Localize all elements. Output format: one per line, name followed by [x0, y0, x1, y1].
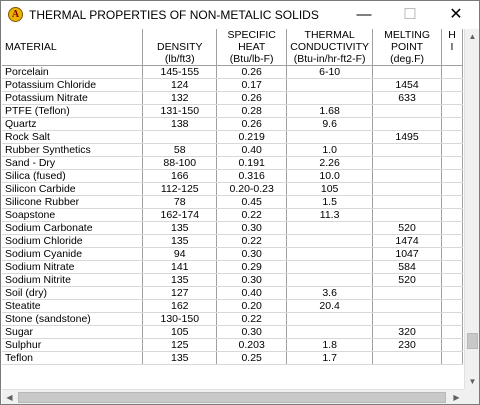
value-cell[interactable] [442, 105, 463, 118]
column-header[interactable]: POINT [373, 41, 442, 53]
value-cell[interactable]: 520 [373, 274, 442, 287]
value-cell[interactable]: 0.40 [217, 144, 287, 157]
table-row[interactable] [2, 313, 463, 326]
column-header[interactable]: SPECIFIC [217, 29, 287, 41]
material-cell[interactable]: Potassium Nitrate [2, 92, 143, 105]
value-cell[interactable] [442, 248, 463, 261]
value-cell[interactable]: 3.6 [287, 287, 373, 300]
minimize-button[interactable]: — [356, 6, 372, 23]
column-header[interactable]: HEAT [217, 41, 287, 53]
value-cell[interactable]: 112-125 [143, 183, 217, 196]
value-cell[interactable] [442, 352, 463, 365]
material-cell[interactable]: Sulphur [2, 339, 143, 352]
value-cell[interactable]: 0.20 [217, 300, 287, 313]
table-row[interactable] [2, 92, 463, 105]
table-row[interactable] [2, 339, 463, 352]
value-cell[interactable]: 138 [143, 118, 217, 131]
data-grid[interactable] [2, 29, 463, 389]
value-cell[interactable]: 0.203 [217, 339, 287, 352]
value-cell[interactable] [442, 209, 463, 222]
scrollbar-corner [464, 389, 479, 404]
value-cell[interactable]: 6-10 [287, 66, 373, 79]
table-row[interactable] [2, 170, 463, 183]
value-cell[interactable]: 1.8 [287, 339, 373, 352]
column-header[interactable]: THERMAL [287, 29, 373, 41]
value-cell[interactable] [442, 170, 463, 183]
value-cell[interactable]: 0.30 [217, 222, 287, 235]
value-cell[interactable] [373, 209, 442, 222]
column-header[interactable]: (Btu-in/hr-ft2-F) [287, 53, 373, 66]
value-cell[interactable]: 0.22 [217, 209, 287, 222]
material-cell[interactable]: Rock Salt [2, 131, 143, 144]
value-cell[interactable] [287, 261, 373, 274]
material-cell[interactable]: Sodium Nitrate [2, 261, 143, 274]
column-header[interactable]: (lb/ft3) [143, 53, 217, 66]
scroll-up-arrow-icon[interactable]: ▲ [468, 32, 477, 41]
value-cell[interactable]: 1.7 [287, 352, 373, 365]
value-cell[interactable] [442, 144, 463, 157]
value-cell[interactable] [287, 248, 373, 261]
app-logo-letter: A [11, 9, 20, 20]
table-row[interactable] [2, 352, 463, 365]
value-cell[interactable]: 94 [143, 248, 217, 261]
table-row[interactable] [2, 131, 463, 144]
app-logo-icon[interactable] [8, 7, 23, 22]
value-cell[interactable] [442, 339, 463, 352]
value-cell[interactable] [442, 222, 463, 235]
value-cell[interactable] [442, 92, 463, 105]
value-cell[interactable] [442, 326, 463, 339]
material-cell[interactable]: Sugar [2, 326, 143, 339]
column-header[interactable]: (deg.F) [373, 53, 442, 66]
material-cell[interactable]: Silicon Carbide [2, 183, 143, 196]
value-cell[interactable]: 0.29 [217, 261, 287, 274]
material-cell[interactable]: Sodium Chloride [2, 235, 143, 248]
value-cell[interactable] [442, 313, 463, 326]
value-cell[interactable]: 584 [373, 261, 442, 274]
value-cell[interactable]: 130-150 [143, 313, 217, 326]
value-cell[interactable]: 78 [143, 196, 217, 209]
value-cell[interactable] [442, 79, 463, 92]
value-cell[interactable]: 1.68 [287, 105, 373, 118]
value-cell[interactable]: 1.5 [287, 196, 373, 209]
value-cell[interactable]: 10.0 [287, 170, 373, 183]
table-row[interactable] [2, 66, 463, 79]
material-cell[interactable]: Rubber Synthetics [2, 144, 143, 157]
table-row[interactable] [2, 196, 463, 209]
value-cell[interactable]: 162 [143, 300, 217, 313]
value-cell[interactable] [373, 105, 442, 118]
column-header[interactable]: MELTING [373, 29, 442, 41]
horizontal-scrollbar[interactable] [2, 389, 464, 405]
scroll-left-arrow-icon[interactable]: ◀ [6, 393, 13, 402]
table-row[interactable] [2, 118, 463, 131]
value-cell[interactable] [442, 274, 463, 287]
table-row[interactable] [2, 274, 463, 287]
value-cell[interactable] [373, 118, 442, 131]
value-cell[interactable]: 1.0 [287, 144, 373, 157]
value-cell[interactable]: 135 [143, 352, 217, 365]
value-cell[interactable] [143, 131, 217, 144]
value-cell[interactable]: 0.30 [217, 326, 287, 339]
value-cell[interactable]: 132 [143, 92, 217, 105]
close-button[interactable]: ✕ [449, 6, 463, 23]
value-cell[interactable] [442, 183, 463, 196]
value-cell[interactable] [287, 131, 373, 144]
value-cell[interactable]: 1454 [373, 79, 442, 92]
value-cell[interactable] [442, 261, 463, 274]
material-cell[interactable]: Soapstone [2, 209, 143, 222]
value-cell[interactable]: 125 [143, 339, 217, 352]
material-cell[interactable]: Quartz [2, 118, 143, 131]
column-header[interactable]: DENSITY [143, 41, 217, 53]
value-cell[interactable] [373, 300, 442, 313]
header-row [2, 53, 463, 66]
table-row[interactable] [2, 300, 463, 313]
value-cell[interactable] [287, 79, 373, 92]
material-cell[interactable]: Silicone Rubber [2, 196, 143, 209]
column-header[interactable]: I [442, 41, 463, 53]
material-cell[interactable]: Porcelain [2, 66, 143, 79]
value-cell[interactable] [442, 196, 463, 209]
material-cell[interactable]: Sodium Cyanide [2, 248, 143, 261]
value-cell[interactable] [442, 287, 463, 300]
value-cell[interactable]: 124 [143, 79, 217, 92]
header-row [2, 29, 463, 41]
value-cell[interactable]: 230 [373, 339, 442, 352]
value-cell[interactable] [442, 157, 463, 170]
value-cell[interactable] [373, 66, 442, 79]
table-row[interactable] [2, 183, 463, 196]
material-cell[interactable]: Potassium Chloride [2, 79, 143, 92]
table-row[interactable] [2, 326, 463, 339]
value-cell[interactable]: 0.22 [217, 235, 287, 248]
material-cell[interactable]: Soil (dry) [2, 287, 143, 300]
value-cell[interactable]: 0.219 [217, 131, 287, 144]
value-cell[interactable] [373, 144, 442, 157]
column-header[interactable] [143, 29, 217, 41]
vertical-scrollbar[interactable] [464, 29, 480, 389]
value-cell[interactable]: 88-100 [143, 157, 217, 170]
value-cell[interactable]: 0.22 [217, 313, 287, 326]
value-cell[interactable]: 0.30 [217, 274, 287, 287]
value-cell[interactable]: 162-174 [143, 209, 217, 222]
value-cell[interactable]: 0.26 [217, 118, 287, 131]
value-cell[interactable] [373, 183, 442, 196]
value-cell[interactable]: 105 [287, 183, 373, 196]
table-row[interactable] [2, 105, 463, 118]
column-header[interactable] [442, 53, 463, 66]
value-cell[interactable]: 9.6 [287, 118, 373, 131]
table-row[interactable] [2, 79, 463, 92]
value-cell[interactable]: 320 [373, 326, 442, 339]
vertical-scroll-thumb[interactable] [467, 333, 478, 349]
value-cell[interactable]: 0.17 [217, 79, 287, 92]
table-row[interactable] [2, 248, 463, 261]
scroll-right-arrow-icon[interactable]: ▶ [453, 393, 460, 402]
value-cell[interactable]: 127 [143, 287, 217, 300]
column-header[interactable] [2, 53, 143, 66]
material-cell[interactable]: Sodium Nitrite [2, 274, 143, 287]
value-cell[interactable]: 141 [143, 261, 217, 274]
value-cell[interactable] [442, 131, 463, 144]
value-cell[interactable]: 0.25 [217, 352, 287, 365]
value-cell[interactable]: 20.4 [287, 300, 373, 313]
value-cell[interactable]: 0.191 [217, 157, 287, 170]
column-header[interactable]: H [442, 29, 463, 41]
value-cell[interactable]: 1474 [373, 235, 442, 248]
material-cell[interactable]: PTFE (Teflon) [2, 105, 143, 118]
properties-table [2, 29, 463, 365]
material-cell[interactable]: Sodium Carbonate [2, 222, 143, 235]
value-cell[interactable] [373, 157, 442, 170]
value-cell[interactable]: 520 [373, 222, 442, 235]
material-cell[interactable]: Silica (fused) [2, 170, 143, 183]
value-cell[interactable]: 0.316 [217, 170, 287, 183]
value-cell[interactable]: 166 [143, 170, 217, 183]
table-row[interactable] [2, 209, 463, 222]
horizontal-scroll-thumb[interactable] [18, 392, 446, 403]
material-cell[interactable]: Stone (sandstone) [2, 313, 143, 326]
value-cell[interactable]: 0.26 [217, 92, 287, 105]
value-cell[interactable] [373, 352, 442, 365]
column-header[interactable]: CONDUCTIVITY [287, 41, 373, 53]
column-header[interactable]: MATERIAL [2, 41, 143, 53]
table-row[interactable] [2, 235, 463, 248]
value-cell[interactable]: 58 [143, 144, 217, 157]
value-cell[interactable]: 135 [143, 222, 217, 235]
value-cell[interactable] [373, 196, 442, 209]
window-title: THERMAL PROPERTIES OF NON-METALIC SOLIDS [29, 8, 319, 22]
title-bar[interactable] [1, 1, 479, 29]
value-cell[interactable]: 131-150 [143, 105, 217, 118]
value-cell[interactable] [373, 170, 442, 183]
value-cell[interactable] [287, 313, 373, 326]
value-cell[interactable]: 11.3 [287, 209, 373, 222]
value-cell[interactable]: 135 [143, 274, 217, 287]
value-cell[interactable]: 0.40 [217, 287, 287, 300]
table-row[interactable] [2, 144, 463, 157]
value-cell[interactable]: 0.45 [217, 196, 287, 209]
value-cell[interactable]: 0.20-0.23 [217, 183, 287, 196]
value-cell[interactable]: 2.26 [287, 157, 373, 170]
value-cell[interactable] [287, 222, 373, 235]
value-cell[interactable]: 105 [143, 326, 217, 339]
material-cell[interactable]: Sand - Dry [2, 157, 143, 170]
material-cell[interactable]: Steatite [2, 300, 143, 313]
maximize-button[interactable]: ☐ [403, 6, 417, 23]
value-cell[interactable] [442, 235, 463, 248]
value-cell[interactable] [442, 66, 463, 79]
value-cell[interactable] [287, 235, 373, 248]
value-cell[interactable] [287, 274, 373, 287]
column-header[interactable]: (Btu/lb-F) [217, 53, 287, 66]
value-cell[interactable] [442, 300, 463, 313]
table-row[interactable] [2, 287, 463, 300]
value-cell[interactable]: 0.28 [217, 105, 287, 118]
table-row[interactable] [2, 157, 463, 170]
material-cell[interactable]: Teflon [2, 352, 143, 365]
value-cell[interactable] [373, 287, 442, 300]
value-cell[interactable]: 1047 [373, 248, 442, 261]
value-cell[interactable] [373, 313, 442, 326]
value-cell[interactable]: 633 [373, 92, 442, 105]
value-cell[interactable]: 145-155 [143, 66, 217, 79]
value-cell[interactable] [442, 118, 463, 131]
table-row[interactable] [2, 261, 463, 274]
header-row [2, 41, 463, 53]
value-cell[interactable]: 1495 [373, 131, 442, 144]
value-cell[interactable] [287, 92, 373, 105]
value-cell[interactable]: 0.26 [217, 66, 287, 79]
column-header[interactable] [2, 29, 143, 41]
table-row[interactable] [2, 222, 463, 235]
value-cell[interactable] [287, 326, 373, 339]
scroll-down-arrow-icon[interactable]: ▼ [468, 377, 477, 386]
value-cell[interactable]: 135 [143, 235, 217, 248]
value-cell[interactable]: 0.30 [217, 248, 287, 261]
